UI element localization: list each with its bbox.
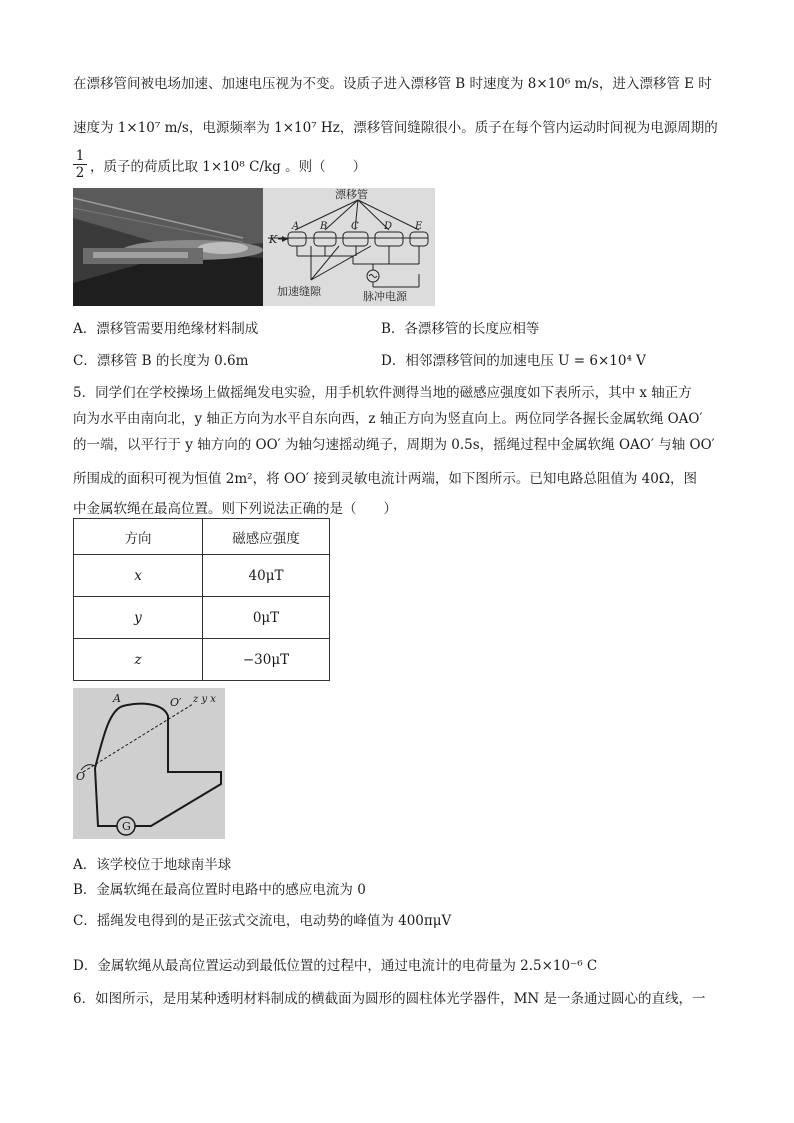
q4-option-a: A．漂移管需要用绝缘材料制成: [73, 321, 259, 337]
table-row: [74, 555, 330, 597]
q4-text-line-3: ，质子的荷质比取 1×10⁸ C/kg 。则（ ）: [90, 159, 367, 175]
table-row: [74, 639, 330, 681]
rope-generator-figure: [73, 688, 225, 839]
label-a: A: [113, 692, 121, 705]
tube-label-d: D: [384, 221, 393, 232]
q4-text-line-2: 速度为 1×10⁷ m/s，电源频率为 1×10⁷ Hz，漂移管间缝隙很小。质子在每个管内运动时间视为电源周期的: [73, 120, 718, 136]
q4-option-b: B．各漂移管的长度应相等: [381, 321, 540, 337]
q5-option-d: D．金属软绳从最高位置运动到最低位置的过程中，通过电流计的电荷量为 2.5×10⁻⁶ C: [73, 958, 598, 974]
q5-option-c: C．摇绳发电得到的是正弦式交流电，电动势的峰值为 400πμV: [73, 913, 452, 929]
table-cell-direction: x: [74, 555, 203, 597]
label-pulse-power: 脉冲电源: [363, 290, 407, 303]
q6-text-line-1: 6．如图所示，是用某种透明材料制成的横截面为圆形的圆柱体光学器件，MN 是一条通过圆心的直线，一: [73, 991, 706, 1007]
label-o: O: [76, 770, 86, 783]
magnetic-field-table: [73, 518, 330, 681]
label-drift-tube: 漂移管: [335, 188, 368, 201]
fraction-numerator: 1: [73, 148, 87, 165]
table-cell-direction: y: [74, 597, 203, 639]
tube-label-a: A: [292, 221, 300, 232]
drift-tube-figure: [73, 188, 435, 306]
table-cell-value: 40μT: [203, 555, 330, 597]
fraction-denominator: 2: [75, 165, 85, 181]
meter-label: G: [122, 820, 131, 833]
tube-label-c: C: [351, 221, 359, 232]
label-accel-gap: 加速缝隙: [277, 285, 321, 298]
accelerator-tunnel-photo: [73, 188, 263, 306]
fraction-one-half: [73, 148, 87, 181]
tube-label-b: B: [320, 221, 328, 232]
q5-text-line-3: 的一端，以平行于 y 轴方向的 OO′ 为轴匀速摇动绳子，周期为 0.5s，摇绳过程中金属软绳 OAO′ 与轴 OO′: [73, 437, 715, 453]
table-cell-value: −30μT: [203, 639, 330, 681]
table-row: [74, 597, 330, 639]
table-header-direction: 方向: [74, 519, 203, 555]
axes-label: z y x: [193, 694, 216, 705]
q5-text-line-2: 向为水平由南向北，y 轴正方向为水平自东向西，z 轴正方向为竖直向上。两位同学各握长金属软绳 OAO′: [73, 411, 703, 427]
q5-option-a: A．该学校位于地球南半球: [73, 857, 232, 873]
table-header-row: [74, 519, 330, 555]
label-k: K: [269, 233, 278, 246]
tube-label-e: E: [415, 221, 423, 232]
q5-text-line-1: 5．同学们在学校操场上做摇绳发电实验，用手机软件测得当地的磁感应强度如下表所示，其中 x 轴正方: [73, 385, 692, 401]
q5-text-line-5: 中金属软绳在最高位置。则下列说法正确的是（ ）: [73, 501, 397, 517]
q4-text-line-1: 在漂移管间被电场加速、加速电压视为不变。设质子进入漂移管 B 时速度为 8×10⁶ m/s，进入漂移管 E 时: [73, 76, 712, 92]
q5-text-line-4: 所围成的面积可视为恒值 2m²，将 OO′ 接到灵敏电流计两端，如下图所示。已知电路总阻值为 40Ω，图: [73, 471, 698, 487]
q5-option-b: B．金属软绳在最高位置时电路中的感应电流为 0: [73, 882, 366, 898]
label-o-prime: O′: [170, 696, 182, 709]
table-cell-direction: z: [74, 639, 203, 681]
table-header-field: 磁感应强度: [203, 519, 330, 555]
q4-option-c: C．漂移管 B 的长度为 0.6m: [73, 353, 249, 369]
table-cell-value: 0μT: [203, 597, 330, 639]
q4-option-d: D．相邻漂移管间的加速电压 U = 6×10⁴ V: [381, 353, 646, 369]
